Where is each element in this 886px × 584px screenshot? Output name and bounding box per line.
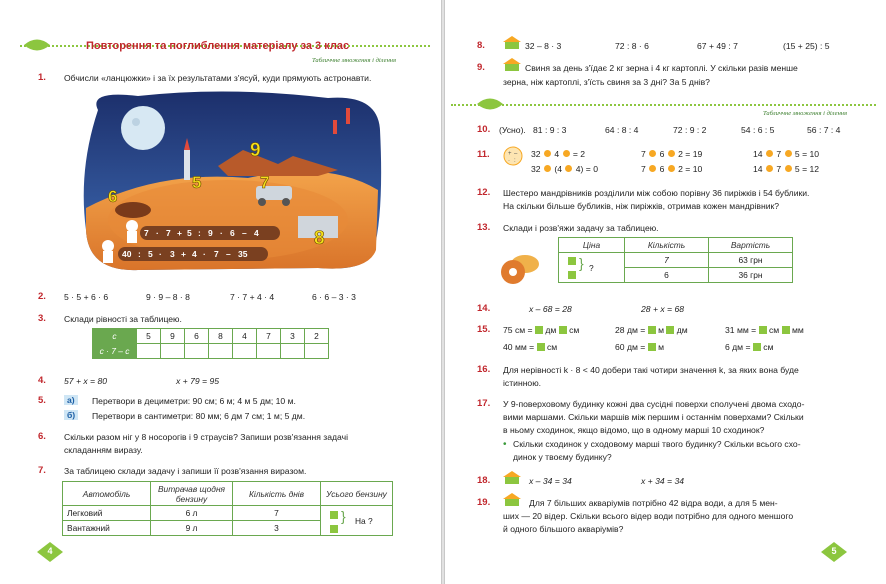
operator-slot[interactable]: [785, 165, 792, 172]
table-header: Кількість: [625, 238, 709, 253]
unit: м: [658, 342, 664, 352]
task-text: За таблицею склади задачу і запиши її розв'язання виразом.: [64, 466, 307, 476]
table-cell: 7: [257, 329, 281, 344]
task-text: Скільки сходинок у сходовому марші твого будинку? Скільки всього схо-: [513, 439, 801, 449]
table-cell-empty[interactable]: [233, 344, 257, 359]
task-number: 13.: [477, 222, 491, 233]
conversion-row: [503, 342, 557, 353]
operator-slot[interactable]: [766, 165, 773, 172]
total-label: На ?: [355, 516, 373, 526]
svg-text:+: +: [508, 151, 512, 157]
table-cell: 9: [161, 329, 185, 344]
equation-row: [641, 164, 702, 175]
unit: см: [569, 325, 580, 335]
task-label: (Усно).: [499, 125, 526, 135]
chain-item: 40: [122, 249, 132, 259]
svg-text:–: –: [514, 151, 518, 157]
task-text: динок у твоєму будинку?: [513, 452, 612, 462]
conversion-text: 75 см =: [503, 325, 533, 335]
equation-row: [641, 149, 702, 160]
leaf-icon: [477, 97, 503, 111]
conversion-text: 28 дм =: [615, 325, 646, 335]
subtask-label: б): [64, 410, 78, 420]
placeholder-square: [330, 525, 338, 533]
bullet-icon: •: [503, 439, 507, 450]
task-number: 6.: [38, 431, 46, 442]
answer-box[interactable]: [753, 343, 761, 351]
operand: 2 = 10: [678, 164, 703, 174]
expression: 72 : 8 · 6: [615, 41, 649, 51]
expression: 32 – 8 · 3: [525, 41, 562, 51]
operator-slot[interactable]: [649, 165, 656, 172]
task-text: Перетвори в дециметри: 90 см; 6 м; 4 м 5 дм; 10 м.: [92, 396, 296, 406]
equation: 57 + x = 80: [64, 376, 108, 386]
chain-item: ·: [159, 249, 162, 259]
task-number: 14.: [477, 303, 491, 314]
astronaut-icon: [102, 240, 114, 252]
left-page: [0, 0, 441, 584]
task-text: Скільки разом ніг у 8 носорогів і 9 страусів? Запиши розв'язання задачі: [64, 432, 349, 442]
operand: 32: [531, 149, 541, 159]
table-cell: 4: [233, 329, 257, 344]
table-cell: 63 грн: [709, 253, 793, 268]
task-text: складанням виразу.: [64, 445, 143, 455]
expression: (15 + 25) : 5: [783, 41, 830, 51]
pastry-icon: [497, 250, 541, 286]
table-cell: 6: [185, 329, 209, 344]
operand: 7: [776, 164, 782, 174]
task-number: 19.: [477, 497, 491, 508]
operand: 6: [659, 149, 665, 159]
table-cell-empty[interactable]: [305, 344, 329, 359]
conversion-text: 31 мм =: [725, 325, 757, 335]
table-cell-empty[interactable]: [281, 344, 305, 359]
chain-item: 7: [166, 228, 171, 238]
task-text: Свиня за день з'їдає 2 кг зерна і 4 кг картоплі. У скільки разів менше: [525, 63, 798, 73]
chain-item: 4: [192, 249, 197, 259]
brace-icon: }: [341, 508, 346, 524]
table-cell: 9 л: [151, 521, 233, 536]
moon-icon: [121, 106, 165, 150]
destination-number: 8: [314, 228, 325, 249]
car-table: [62, 481, 393, 536]
answer-box[interactable]: [648, 326, 656, 334]
unit: см: [768, 325, 780, 335]
placeholder-square: [568, 271, 576, 279]
page-number-badge: [37, 542, 63, 562]
conversion-text: 6 дм =: [725, 342, 751, 352]
task-text: Склади і розв'яжи задачу за таблицею.: [503, 223, 659, 233]
unit: см: [546, 342, 558, 352]
expression: 72 : 9 : 2: [673, 125, 707, 135]
expression: 6 · 6 – 3 · 3: [312, 292, 356, 302]
expression: 5 · 5 + 6 · 6: [64, 292, 109, 302]
operand: 14: [753, 149, 763, 159]
chain-item: 6: [230, 228, 235, 238]
operator-slot[interactable]: [544, 150, 551, 157]
rocket-small-icon: [346, 108, 350, 124]
table-cell: 2: [305, 329, 329, 344]
chain-item: 35: [238, 249, 248, 259]
price-table: [558, 237, 793, 283]
conversion-row: [725, 325, 804, 336]
expression: 64 : 8 : 4: [605, 125, 639, 135]
chain-item: 5: [148, 249, 153, 259]
conversion-text: 40 мм =: [503, 342, 535, 352]
task-number: 11.: [477, 149, 490, 160]
answer-box[interactable]: [535, 326, 543, 334]
answer-box[interactable]: [648, 343, 656, 351]
conversion-row: [615, 342, 664, 353]
task-number: 15.: [477, 324, 491, 335]
table-cell-empty[interactable]: [161, 344, 185, 359]
chain-item: 9: [208, 228, 213, 238]
task-number: 7.: [38, 465, 46, 476]
chain-item: 7: [144, 228, 149, 238]
brace-icon: }: [579, 255, 584, 271]
expression: 67 + 49 : 7: [697, 41, 738, 51]
task-text: й одного більшого акваріумів?: [503, 524, 624, 534]
unit: м: [658, 325, 664, 335]
table-header: Усього бензину: [321, 482, 393, 506]
task-text: Шестеро мандрівників розділили між собою порівну 36 пиріжків і 54 бублики.: [503, 188, 810, 198]
destination-number: 6: [108, 187, 118, 206]
task-text: Для 7 більших акваріумів потрібно 42 відра води, а для 5 мен-: [529, 498, 778, 508]
page-number-badge: [821, 542, 847, 562]
answer-box[interactable]: [666, 326, 674, 334]
equation: x + 34 = 34: [641, 476, 685, 486]
svg-text::: :: [514, 158, 516, 164]
operand: = 2: [572, 149, 586, 159]
operator-slot[interactable]: [649, 150, 656, 157]
table-header: Ціна: [559, 238, 625, 253]
operand: 5 = 10: [794, 149, 820, 159]
task-text: істинною.: [503, 378, 542, 388]
chain-item: :: [138, 249, 141, 259]
equation-row: [753, 149, 819, 160]
chain-item: 5: [187, 228, 192, 238]
operator-slot[interactable]: [766, 150, 773, 157]
table-cell: 7: [625, 253, 709, 268]
data-table: [92, 328, 329, 359]
unit: мм: [791, 325, 804, 335]
conversion-row: [725, 342, 774, 353]
task-number: 9.: [477, 62, 485, 73]
table-header: c · 7 – c: [93, 344, 137, 359]
operations-icon: [503, 146, 523, 166]
table-cell-empty[interactable]: [185, 344, 209, 359]
task-text: Перетвори в сантиметри: 80 мм; 6 дм 7 см; 1 м; 5 дм.: [92, 411, 306, 421]
task-text: зерна, ніж картоплі, з'їсть свиня за 3 дні? За 5 днів?: [503, 77, 710, 87]
table-cell: 5: [137, 329, 161, 344]
table-cell: 36 грн: [709, 268, 793, 283]
operator-slot[interactable]: [544, 165, 551, 172]
chain-item: –: [242, 228, 247, 238]
task-text: На скільки більше бубликів, ніж пиріжків, отримав кожен мандрівник?: [503, 201, 780, 211]
operand: 14: [753, 164, 763, 174]
operator-slot[interactable]: [668, 165, 675, 172]
operator-slot[interactable]: [563, 150, 570, 157]
operator-slot[interactable]: [668, 150, 675, 157]
destination-number: 9: [250, 140, 261, 161]
table-cell: [321, 506, 393, 536]
task-number: 4.: [38, 375, 46, 386]
table-cell: 8: [209, 329, 233, 344]
table-header: Автомобіль: [63, 482, 151, 506]
task-number: 3.: [38, 313, 46, 324]
table-cell: 6: [625, 268, 709, 283]
section-subtitle: Табличчне множення і ділення: [312, 57, 397, 64]
operand: 7: [776, 149, 782, 159]
equation-row: [531, 164, 598, 175]
question-mark: ?: [589, 263, 594, 273]
operand: 7: [641, 149, 646, 159]
expression: 9 · 9 – 8 · 8: [146, 292, 190, 302]
answer-box[interactable]: [759, 326, 767, 334]
chain-item: ·: [203, 249, 206, 259]
home-icon: [503, 58, 521, 71]
task-text: Обчисли «ланцюжки» і за їх результатами з'ясуй, куди прямують астронавти.: [64, 73, 372, 83]
answer-box[interactable]: [782, 326, 790, 334]
task-text: Для нерівності k · 8 < 40 добери такі чотири значення k, за яких вона буде: [503, 365, 799, 375]
section-dotline: [451, 104, 876, 106]
table-cell-empty[interactable]: [137, 344, 161, 359]
table-header: Кількість днів: [233, 482, 321, 506]
home-icon: [503, 471, 521, 484]
page-number: 5: [831, 546, 837, 556]
equation: x – 34 = 34: [529, 476, 572, 486]
chain-item: +: [177, 228, 182, 238]
destination-number: 7: [260, 173, 270, 192]
right-page: [445, 0, 886, 584]
task-number: 1.: [38, 72, 46, 83]
expression: 7 · 7 + 4 · 4: [230, 292, 275, 302]
chain-item: 7: [214, 249, 219, 259]
unit: см: [763, 342, 774, 352]
conversion-text: 60 дм =: [615, 342, 646, 352]
task-text: ших — 20 відер. Скільки всього відер води потрібно для одного меншого: [503, 511, 794, 521]
home-icon: [503, 36, 521, 49]
table-header: Вартість: [709, 238, 793, 253]
expression: 81 : 9 : 3: [533, 125, 567, 135]
task-number: 2.: [38, 291, 46, 302]
table-cell: Вантажний: [63, 521, 151, 536]
operand: 7: [641, 164, 646, 174]
operand: 4) = 0: [575, 164, 598, 174]
table-cell: 7: [233, 506, 321, 521]
task-number: 8.: [477, 40, 485, 51]
chain-item: 3: [170, 249, 175, 259]
unit: дм: [545, 325, 557, 335]
operand: 32: [531, 164, 541, 174]
svg-text:·: ·: [508, 158, 510, 164]
task-number: 5.: [38, 395, 46, 406]
answer-box[interactable]: [559, 326, 567, 334]
rocket-icon: [184, 150, 190, 180]
equation: 28 + x = 68: [641, 304, 685, 314]
expression: 56 : 7 : 4: [807, 125, 841, 135]
page-number: 4: [47, 546, 53, 556]
conversion-row: [615, 325, 688, 336]
chain-item: 4: [254, 228, 259, 238]
table-header: c: [93, 329, 137, 344]
equation: x – 68 = 28: [529, 304, 572, 314]
destination-number: 5: [192, 173, 202, 192]
task-number: 18.: [477, 475, 491, 486]
chain-item: –: [226, 249, 231, 259]
chain-item: ·: [220, 228, 223, 238]
equation: x + 79 = 95: [176, 376, 220, 386]
operand: 4: [554, 149, 560, 159]
operand: 2 = 19: [678, 149, 703, 159]
unit: дм: [676, 325, 688, 335]
task-number: 10.: [477, 124, 491, 135]
operand: (4: [554, 164, 562, 174]
chain-item: ·: [156, 228, 159, 238]
leaf-icon: [24, 38, 50, 52]
table-cell-empty[interactable]: [209, 344, 233, 359]
task-number: 17.: [477, 398, 491, 409]
astronaut-icon: [126, 220, 138, 232]
table-cell: [559, 253, 625, 283]
placeholder-square: [330, 511, 338, 519]
table-cell: 6 л: [151, 506, 233, 521]
equation-row: [531, 149, 585, 160]
answer-box[interactable]: [537, 343, 545, 351]
expression: 54 : 6 : 5: [741, 125, 775, 135]
task-number: 16.: [477, 364, 491, 375]
space-illustration: [78, 90, 384, 272]
table-cell: 3: [281, 329, 305, 344]
table-cell: Легковий: [63, 506, 151, 521]
chain-item: :: [198, 228, 201, 238]
placeholder-square: [568, 257, 576, 265]
task-text: вими маршами. Скільки маршів між першим і останнім поверхами? Скільки: [503, 412, 804, 422]
task-text: Склади рівності за таблицею.: [64, 314, 182, 324]
task-number: 12.: [477, 187, 491, 198]
task-text: У 9-поверховому будинку кожні два сусідні поверхи сполучені двома сходо-: [503, 399, 805, 409]
table-cell: 3: [233, 521, 321, 536]
home-icon: [503, 493, 521, 506]
section-subtitle: Табличчне множення і ділення: [763, 110, 848, 117]
operand: 6: [659, 164, 665, 174]
conversion-row: [503, 325, 579, 336]
operand: 5 = 12: [794, 164, 820, 174]
operator-slot[interactable]: [785, 150, 792, 157]
table-cell-empty[interactable]: [257, 344, 281, 359]
page-title: Повторення та поглиблення матеріалу за 3 клас: [86, 40, 350, 52]
task-text: в ньому сходинок, якщо відомо, що в одному марші 10 сходинок?: [503, 425, 765, 435]
table-header: Витрачав щодня бензину: [151, 482, 233, 506]
subtask-label: а): [64, 395, 78, 405]
operator-slot[interactable]: [565, 165, 572, 172]
chain-item: +: [181, 249, 186, 259]
equation-row: [753, 164, 819, 175]
